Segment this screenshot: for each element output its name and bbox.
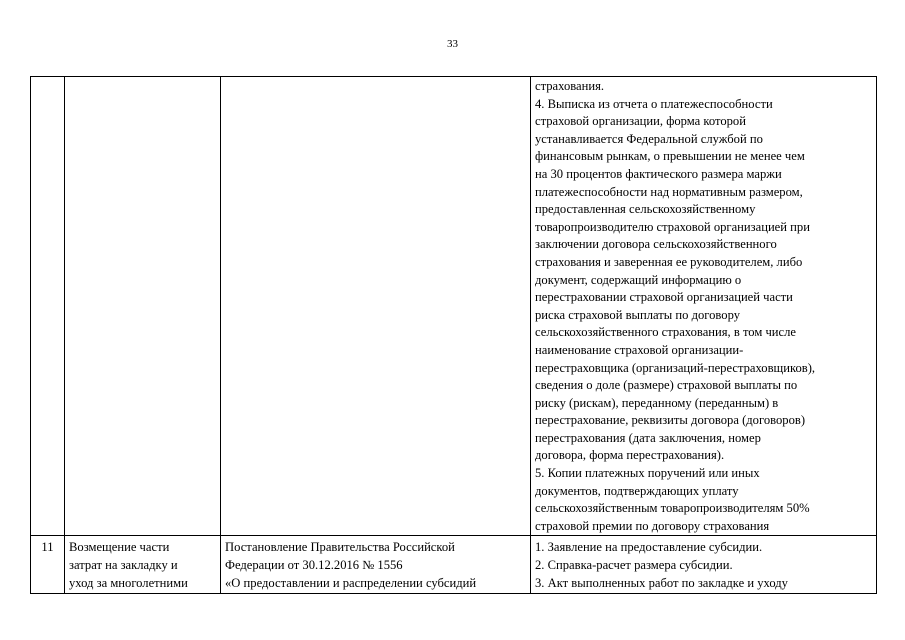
text-line: риску (рискам), переданному (переданным) в [535,395,779,410]
text-line: сельскохозяйственного страхования, в том числе [535,325,796,340]
text-line: документ, содержащий информацию о [535,272,742,287]
text-line: 4. Выписка из отчета о платежеспособности [535,96,773,111]
documents-cell [531,77,877,536]
text-line: товаропроизводителю страховой организацией при [535,219,810,234]
text-line: перестрахования (дата заключения, номер [535,430,761,445]
text-line: страховой премии по договору страхования [535,518,770,533]
text-line: документов, подтверждающих уплату [535,483,739,498]
documents-cell [531,536,877,594]
text-line: 2. Справка-расчет размера субсидии. [535,558,733,573]
text-line: на 30 процентов фактического размера маржи [535,166,782,181]
table-row-11 [31,536,877,594]
text-line: «О предоставлении и распределении субсидий [225,575,477,590]
document-table [30,76,877,594]
text-line: уход за многолетними [69,575,188,590]
text-line: страхования и заверенная ее руководителем, либо [535,254,803,269]
legal-basis-cell [221,77,531,536]
text-line: финансовым рынкам, о превышении не менее чем [535,149,805,164]
text-line: заключении договора сельскохозяйственного [535,237,777,252]
legal-basis-cell [221,536,531,594]
text-line: Федерации от 30.12.2016 № 1556 [225,558,403,573]
measure-name-cell [65,536,221,594]
text-line: 3. Акт выполненных работ по закладке и уходу [535,575,788,590]
text-line: страховой организации, форма которой [535,114,746,129]
table-row-continuation [31,77,877,536]
text-line: перестраховании страховой организацией части [535,290,793,305]
text-line: риска страховой выплаты по договору [535,307,741,322]
text-line: наименование страховой организации- [535,342,744,357]
text-line: перестраховщика (организаций-перестраховщиков), [535,360,816,375]
text-line: платежеспособности над нормативным размером, [535,184,803,199]
measure-name-cell [65,77,221,536]
text-line: затрат на закладку и [69,558,178,573]
text-line: Возмещение части [69,540,170,555]
text-line: страхования. [535,79,605,93]
page-number: 33 [447,38,458,50]
text-line: сведения о доле (размере) страховой выплаты по [535,378,798,393]
row-number-cell [31,77,65,536]
text-line: 1. Заявление на предоставление субсидии. [535,540,763,555]
text-line: сельскохозяйственным товаропроизводителям 50% [535,501,810,516]
text-line: 5. Копии платежных поручений или иных [535,466,760,481]
text-line: устанавливается Федеральной службой по [535,131,763,146]
text-line: Постановление Правительства Российской [225,540,455,555]
text-line: предоставленная сельскохозяйственному [535,202,756,217]
text-line: перестрахование, реквизиты договора (договоров) [535,413,806,428]
row-number-cell: 11 [31,536,65,594]
text-line: договора, форма перестрахования). [535,448,725,463]
